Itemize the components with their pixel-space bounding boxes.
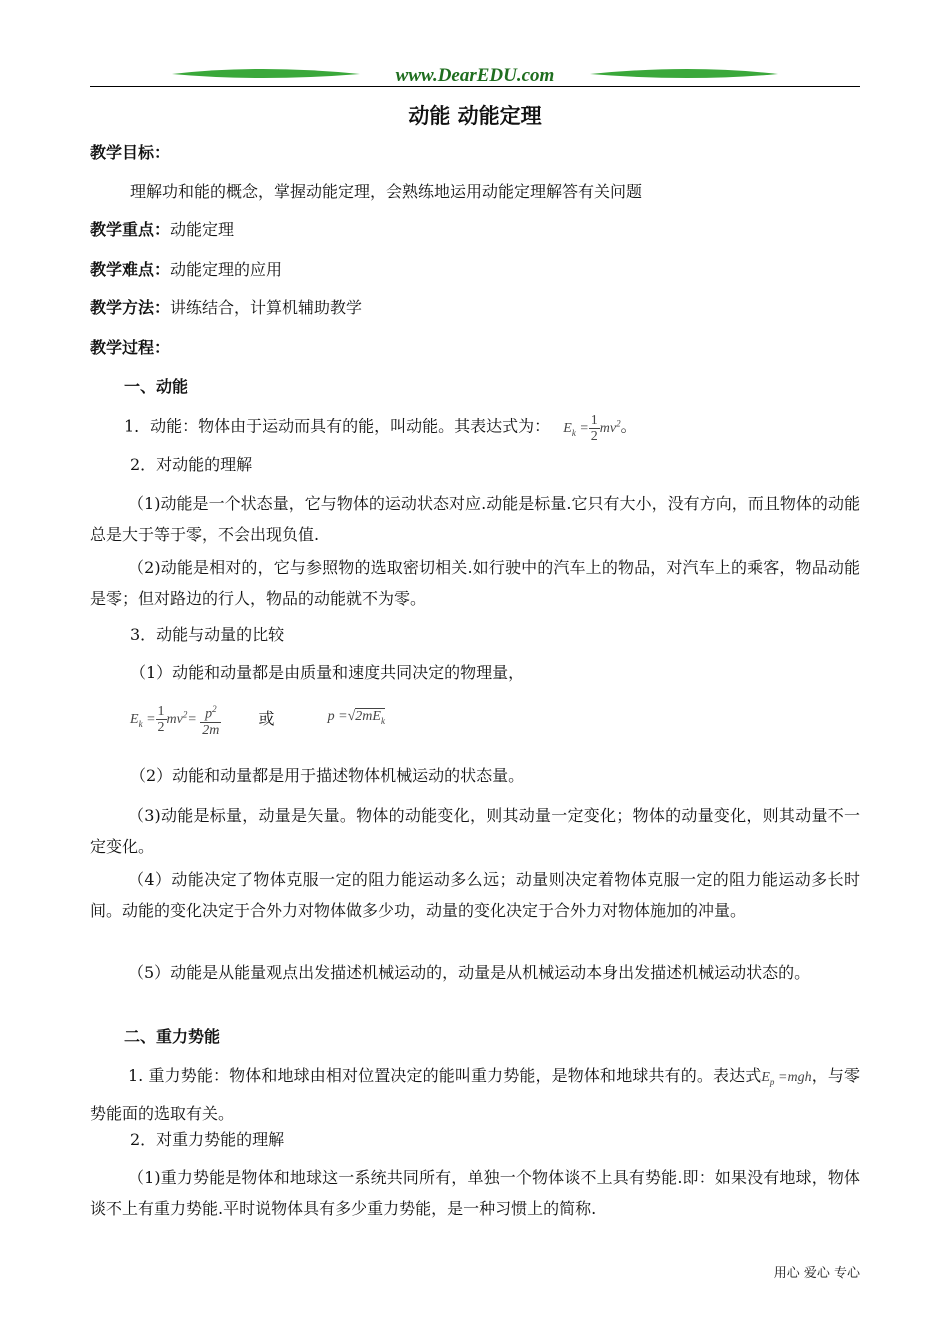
section1-item2: 2．对动能的理解 — [130, 455, 253, 474]
compare-4: （4）动能决定了物体克服一定的阻力能运动多么远；动量则决定着物体克服一定的阻力能运动多长时间。动能的变化决定于合外力对物体做多少功，动量的变化决定于合外力对物体施加的冲量。 — [90, 870, 860, 920]
gravity-pe-formula: $E_p =mgh$ — [761, 1070, 812, 1087]
site-logo — [170, 62, 780, 88]
kinetic-energy-definition: 1．动能：物体由于运动而具有的能，叫动能。其表达式为： $E_k$ = $\frac{1}{2}$ $mv^2$。 — [124, 413, 637, 444]
page-title: 动能 动能定理 — [408, 104, 542, 128]
section2-heading: 二、重力势能 — [124, 1027, 221, 1046]
compare-3: （3)动能是标量，动量是矢量。物体的动能变化，则其动量一定变化；物体的动量变化，则其动量不一定变化。 — [90, 806, 860, 856]
goal-text: 理解功和能的概念，掌握动能定理，会熟练地运用动能定理解答有关问题 — [130, 182, 643, 201]
key-point: 教学重点：动能定理 — [90, 220, 235, 239]
method: 教学方法：讲练结合，计算机辅助教学 — [90, 298, 363, 317]
compare-2: （2）动能和动量都是用于描述物体机械运动的状态量。 — [130, 766, 525, 785]
section1-item3: 3．动能与动量的比较 — [130, 625, 285, 644]
section2-item2: 2．对重力势能的理解 — [130, 1130, 285, 1149]
header-rule — [90, 86, 860, 87]
momentum-formula-row — [130, 702, 385, 750]
gravity-pe-definition: 1. 重力势能：物体和地球由相对位置决定的能叫重力势能，是物体和地球共有的。表达式$E_p =mgh$，与零势能面的选取有关。 — [90, 1066, 860, 1123]
section1-heading: 一、动能 — [124, 377, 189, 396]
or-word: 或 — [258, 708, 275, 728]
process-label: 教学过程： — [90, 338, 171, 357]
section1-p2: （2)动能是相对的，它与参照物的选取密切相关.如行驶中的汽车上的物品，对汽车上的乘客，物品动能是零；但对路边的行人，物品的动能就不为零。 — [90, 558, 860, 608]
kinetic-energy-formula: $E_k$ = $\frac{1}{2}$ $mv^2$ — [563, 413, 621, 444]
p-formula: $p =√2mE_k$ — [327, 708, 385, 726]
compare-1: （1）动能和动量都是由质量和速度共同决定的物理量， — [130, 663, 525, 682]
difficulty: 教学难点：动能定理的应用 — [90, 260, 283, 279]
footer-text: 用心 爱心 专心 — [773, 1266, 860, 1281]
section2-p1: （1)重力势能是物体和地球这一系统共同所有，单独一个物体谈不上具有势能.即：如果没有地球，物体谈不上有重力势能.平时说物体具有多少重力势能，是一种习惯上的简称. — [90, 1168, 860, 1218]
logo-text: www.DearEDU.com — [395, 65, 555, 86]
compare-5: （5）动能是从能量观点出发描述机械运动的，动量是从机械运动本身出发描述机械运动状态的。 — [128, 963, 811, 982]
section1-p1: （1)动能是一个状态量，它与物体的运动状态对应.动能是标量.它只有大小，没有方向，而且物体的动能总是大于等于零，不会出现负值. — [90, 494, 860, 544]
goal-label: 教学目标： — [90, 143, 171, 162]
ek-p-formula: $E_k$ = $\frac{1}{2}$ $mv^2=$ $\frac{p^2}{2m}$ — [130, 704, 220, 738]
